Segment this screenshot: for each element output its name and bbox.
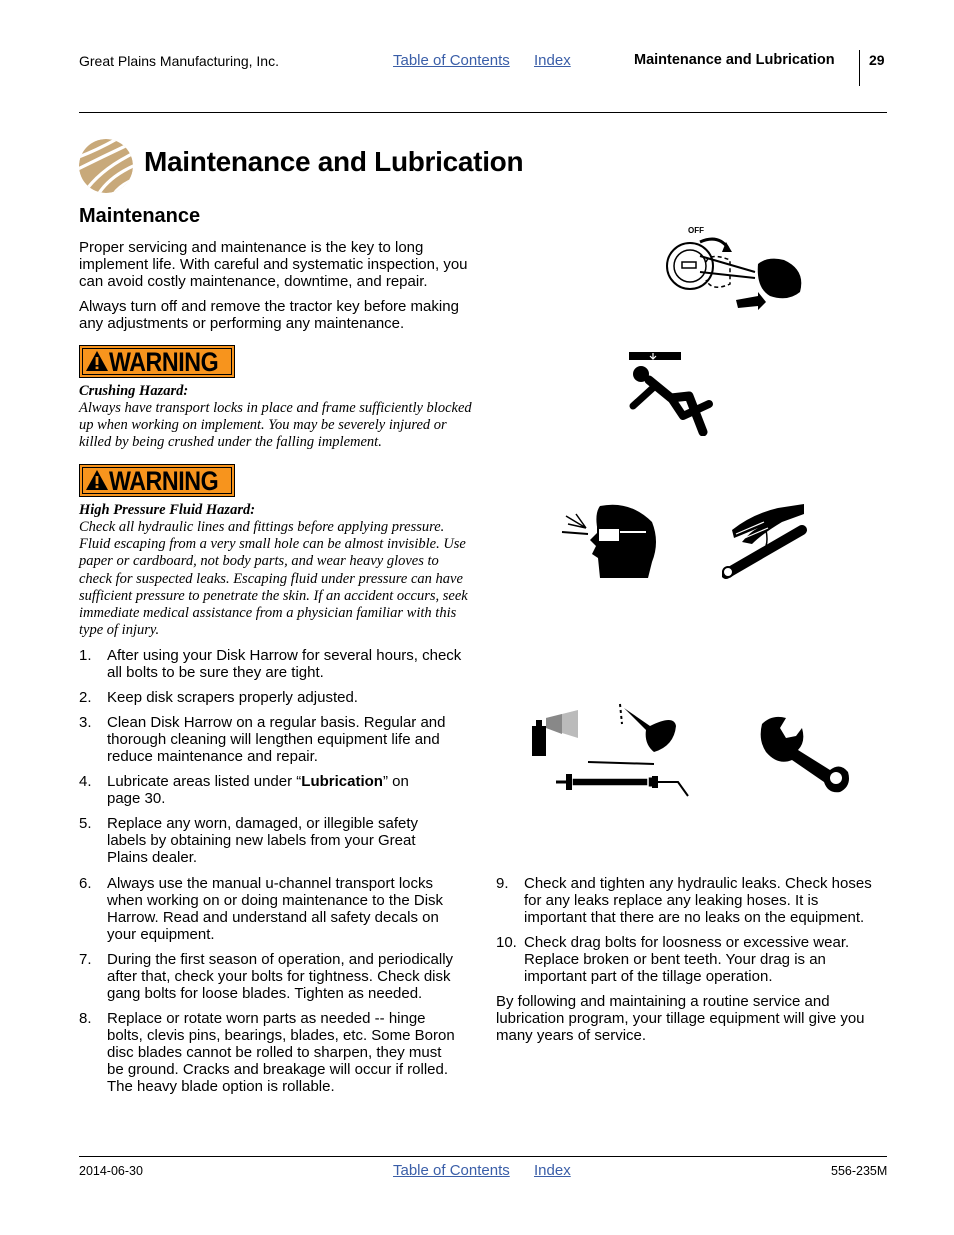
section-title-header: Maintenance and Lubrication: [634, 52, 835, 68]
warning-triangle-icon: [85, 469, 109, 491]
header-rule: [79, 112, 887, 113]
eye-protection-icon: [560, 502, 660, 580]
footer-rule: [79, 1156, 887, 1157]
warning-text: Always have transport locks in place and frame sufficiently blocked up when working on implement. You may be severely injured or killed by being crushed under the falling implement.: [79, 400, 472, 451]
document-number: 556-235M: [831, 1164, 888, 1178]
page-title: Maintenance and Lubrication: [144, 146, 524, 177]
key-off-icon: [660, 222, 806, 314]
warning-label: WARNING: [109, 466, 219, 496]
index-link-footer[interactable]: Index: [534, 1162, 571, 1179]
hydraulic-leak-hand-icon: [722, 500, 808, 580]
key-off-label: OFF: [688, 226, 704, 235]
closing-paragraph: By following and maintaining a routine service and lubrication program, your tillage equipment will give you many years of service.: [496, 993, 865, 1044]
warning-badge: [79, 345, 235, 378]
warning-label: WARNING: [109, 347, 219, 377]
crushing-hazard-icon: [627, 350, 715, 436]
wrench-icon: [758, 712, 852, 794]
lubrication-reference: Lubrication: [301, 773, 383, 790]
company-name: Great Plains Manufacturing, Inc.: [79, 53, 279, 69]
warning-heading: Crushing Hazard:: [79, 383, 189, 399]
lubrication-icon: [528, 700, 698, 802]
great-plains-logo-icon: [78, 138, 134, 194]
index-link-header[interactable]: Index: [534, 52, 571, 69]
section-heading: Maintenance: [79, 205, 201, 227]
intro-paragraph-1: Proper servicing and maintenance is the key to long implement life. With careful and systematic inspection, you can avoid costly maintenance, downtime, and repair.: [79, 239, 468, 290]
toc-link-header[interactable]: Table of Contents: [393, 52, 510, 69]
toc-link-footer[interactable]: Table of Contents: [393, 1162, 510, 1179]
header-divider: [859, 50, 860, 86]
warning-text: Check all hydraulic lines and fittings before applying pressure. Fluid escaping from a very small hole can be almost invisible. Use paper or cardboard, not body parts, and wear heavy gloves to check for suspected leaks. Escaping fluid under pressure can have sufficient pressure to penetrate the skin. If an accident occurs, seek immediate medical assistance from a physician familiar with this type of injury.: [79, 519, 468, 639]
intro-paragraph-2: Always turn off and remove the tractor key before making any adjustments or performing any maintenance.: [79, 298, 459, 332]
page-number: 29: [869, 52, 885, 68]
warning-badge: [79, 464, 235, 497]
footer-date: 2014-06-30: [79, 1164, 143, 1178]
warning-heading: High Pressure Fluid Hazard:: [79, 502, 256, 518]
warning-triangle-icon: [85, 350, 109, 372]
